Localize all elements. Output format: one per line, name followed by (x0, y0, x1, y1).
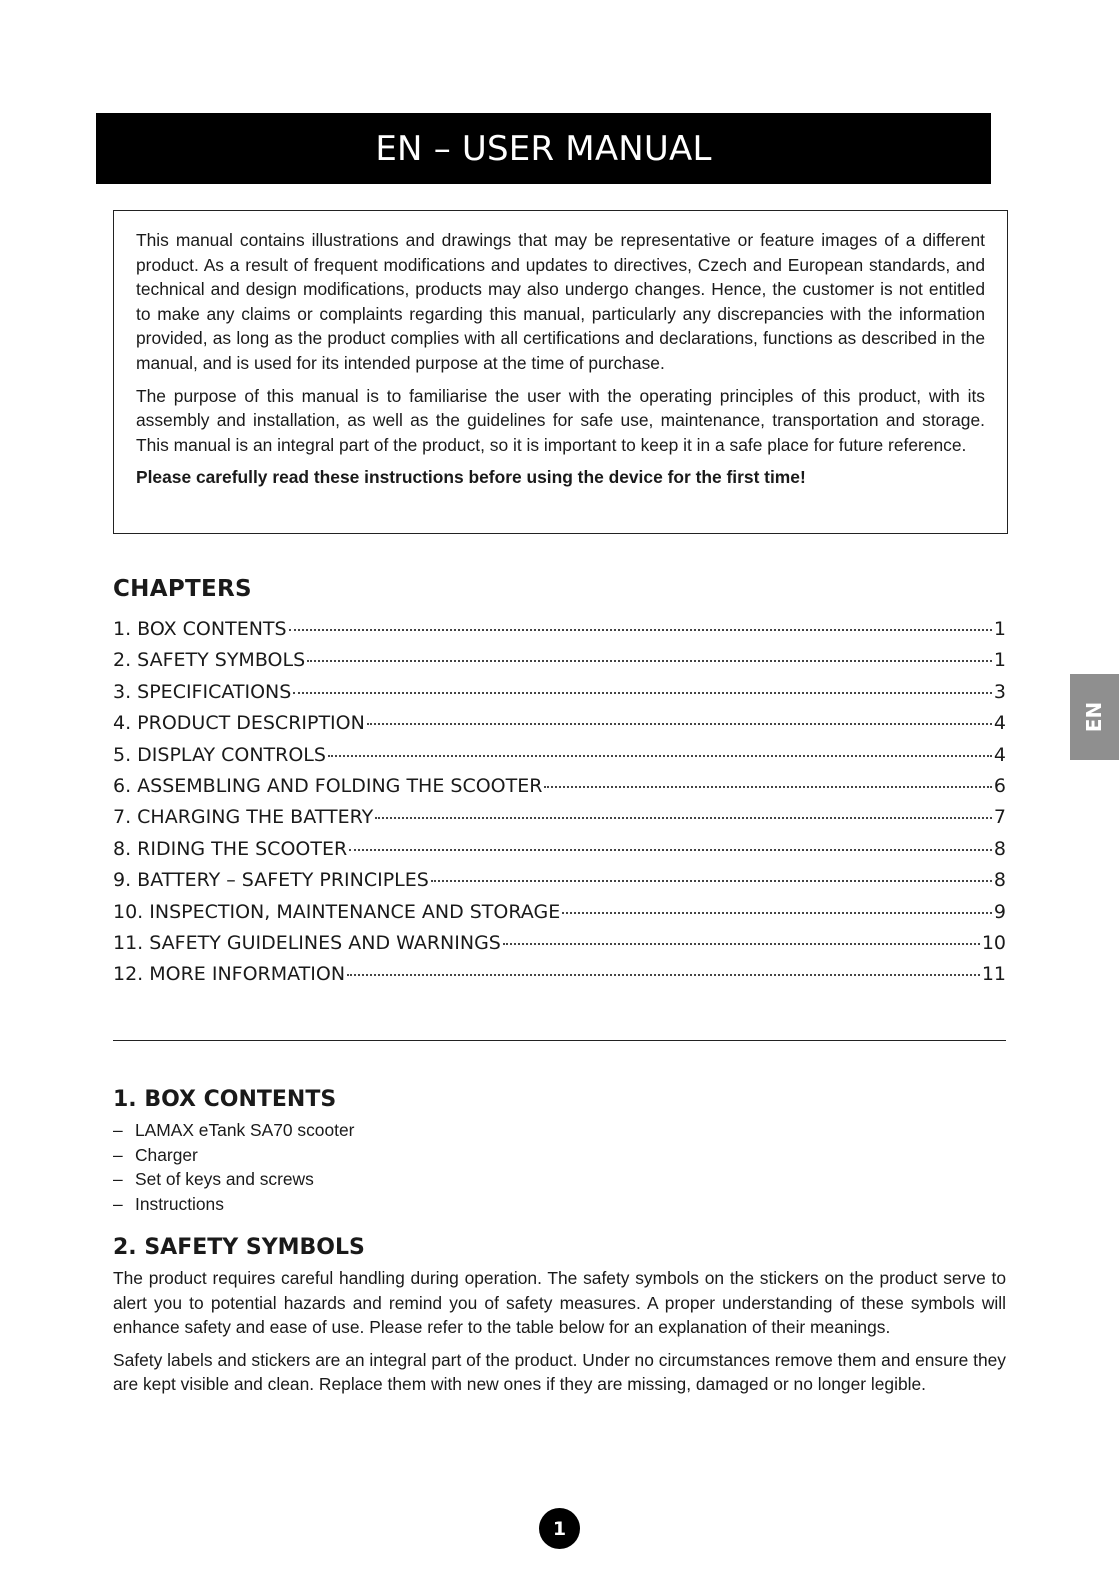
toc-label: 12. MORE INFORMATION (113, 963, 346, 986)
intro-paragraph-disclaimer: This manual contains illustrations and drawings that may be representative or feature images of a different product. As a result of frequent modifications and updates to directives, Czech and European standards, and technical and design modifications, products may also undergo changes. Hence, the customer is not entitled to make any claims or complaints regarding this manual, particularly any discrepancies with the information provided, as long as the product complies with all certifications and declarations, functions as described in the manual, and is used for its intended purpose at the time of purchase. (136, 230, 985, 373)
toc-item-more-information[interactable] (113, 963, 1006, 994)
list-item-text: Charger (135, 1144, 198, 1165)
toc-label: 9. BATTERY – SAFETY PRINCIPLES (113, 869, 429, 892)
toc-label: 3. SPECIFICATIONS (113, 680, 292, 703)
toc-leader-dots (293, 692, 992, 694)
toc-leader-dots (289, 629, 992, 631)
safety-symbols-heading: 2. SAFETY SYMBOLS (113, 1235, 365, 1260)
list-item-text: Set of keys and screws (135, 1169, 314, 1190)
dash-bullet: – (113, 1120, 123, 1140)
toc-label: 8. RIDING THE SCOOTER (113, 837, 348, 860)
toc-page-number: 4 (993, 743, 1006, 766)
toc-page-number: 6 (993, 774, 1006, 797)
toc-leader-dots (375, 817, 992, 819)
section-divider (113, 1040, 1006, 1041)
toc-page-number: 3 (993, 680, 1006, 703)
toc-leader-dots (347, 974, 980, 976)
list-item-text: Instructions (135, 1193, 224, 1214)
toc-label: 6. ASSEMBLING AND FOLDING THE SCOOTER (113, 774, 543, 797)
toc-leader-dots (328, 755, 992, 757)
dash-bullet: – (113, 1144, 123, 1165)
toc-label: 1. BOX CONTENTS (113, 618, 287, 640)
page-number: 1 (552, 1517, 567, 1540)
toc-page-number: 1 (993, 649, 1006, 672)
language-tab-label: EN (1082, 701, 1107, 733)
safety-paragraph-handling: The product requires careful handling during operation. The safety symbols on the stickers on the product serve to alert you to potential hazards and remind you of safety measures. A proper understanding of these symbols will enhance safety and ease of use. Please refer to the table below for an explanation of their meanings. (113, 1268, 1006, 1338)
intro-paragraph-purpose: The purpose of this manual is to familiarise the user with the operating principles of this product, with its assembly and installation, as well as the guidelines for safe use, maintenance, transportation and storage. This manual is an integral part of the product, so it is important to keep it in a safe place for future reference. (136, 385, 985, 455)
box-contents-heading: 1. BOX CONTENTS (113, 1087, 337, 1112)
toc-page-number: 1 (993, 618, 1006, 640)
toc-label: 11. SAFETY GUIDELINES AND WARNINGS (113, 931, 501, 954)
dash-bullet: – (113, 1169, 123, 1190)
toc-item-safety-symbols[interactable] (113, 649, 1006, 680)
intro-warning: Please carefully read these instructions before using the device for the first time! (136, 467, 806, 488)
list-item (113, 1192, 354, 1217)
toc-page-number: 11 (981, 963, 1006, 986)
toc-page-number: 10 (981, 931, 1006, 954)
toc-label: 4. PRODUCT DESCRIPTION (113, 712, 365, 735)
toc-label: 7. CHARGING THE BATTERY (113, 806, 374, 829)
toc-leader-dots (544, 786, 991, 788)
list-item (113, 1118, 354, 1143)
toc-item-safety-guidelines[interactable] (113, 932, 1006, 963)
toc-item-display-controls[interactable] (113, 744, 1006, 775)
language-tab (1070, 674, 1119, 760)
toc-leader-dots (307, 660, 992, 662)
toc-item-box-contents[interactable] (113, 618, 1006, 649)
toc-page-number: 8 (993, 869, 1006, 892)
toc-item-product-description[interactable] (113, 712, 1006, 743)
toc-page-number: 7 (993, 806, 1006, 829)
toc-item-battery-safety[interactable] (113, 869, 1006, 900)
safety-symbols-body (113, 1266, 1006, 1405)
toc-label: 10. INSPECTION, MAINTENANCE AND STORAGE (113, 900, 561, 923)
list-item-text: LAMAX eTank SA70 scooter (135, 1120, 355, 1140)
manual-title: EN – USER MANUAL (375, 128, 712, 169)
dash-bullet: – (113, 1193, 123, 1214)
safety-paragraph-labels: Safety labels and stickers are an integral part of the product. Under no circumstances remove them and ensure they are kept visible and clean. Replace them with new ones if they are missing, damaged or no longer legible. (113, 1349, 1006, 1395)
list-item (113, 1143, 354, 1168)
toc-leader-dots (562, 912, 992, 914)
toc-item-specifications[interactable] (113, 681, 1006, 712)
toc-page-number: 8 (993, 837, 1006, 860)
box-contents-list (113, 1118, 354, 1216)
toc-page-number: 4 (993, 712, 1006, 735)
toc-label: 2. SAFETY SYMBOLS (113, 649, 306, 672)
toc-leader-dots (431, 880, 992, 882)
toc-page-number: 9 (993, 900, 1006, 923)
manual-title-bar (96, 113, 991, 184)
toc-leader-dots (503, 943, 980, 945)
toc-item-charging-battery[interactable] (113, 806, 1006, 837)
toc-item-assembling-folding[interactable] (113, 775, 1006, 806)
chapters-heading: CHAPTERS (113, 576, 252, 602)
toc-leader-dots (367, 723, 992, 725)
page-number-badge (539, 1508, 580, 1549)
toc-item-riding-scooter[interactable] (113, 838, 1006, 869)
list-item (113, 1167, 354, 1192)
toc-item-inspection-maintenance[interactable] (113, 901, 1006, 932)
toc-label: 5. DISPLAY CONTROLS (113, 743, 326, 766)
intro-notice-box (113, 210, 1008, 534)
toc-leader-dots (349, 849, 992, 851)
table-of-contents (113, 618, 1006, 995)
